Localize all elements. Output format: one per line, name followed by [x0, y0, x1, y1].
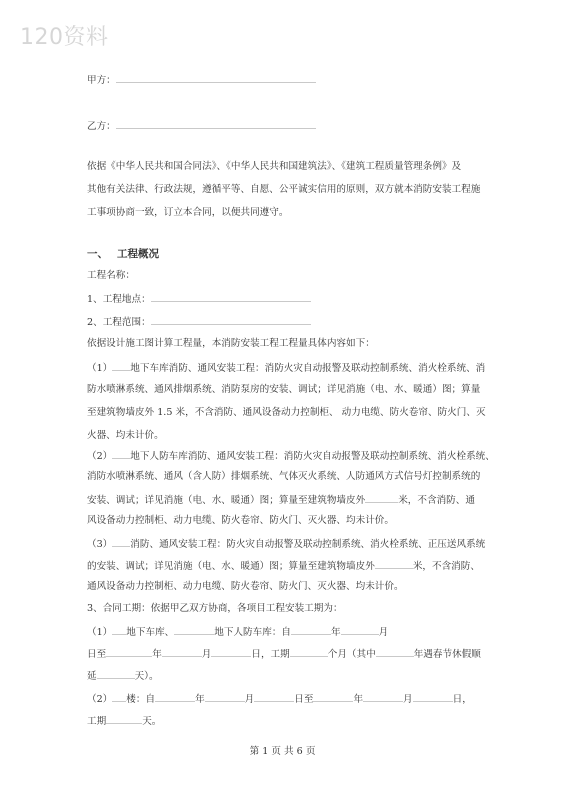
item1-line-3: 至建筑物墙皮外 1.5 米，不含消防、通风设备动力控制柜、 动力电缆、防火卷帘、防火门、灭: [87, 407, 486, 418]
sched1-blank-9: [376, 646, 414, 657]
location-label: 1、工程地点：: [87, 294, 151, 305]
item1-prefix: （1）: [87, 363, 113, 374]
item3-text-1: 消防、通风安装工程：防火灾自动报警及联动控制系统、消火栓系统、正压送风系统: [130, 539, 486, 550]
item2-text-1: 地下人防车库消防、通风安装工程：消防火灾自动报警及联动控制系统、消火栓系统、: [130, 451, 495, 462]
item3-blank: [112, 536, 130, 547]
party-b-blank: [116, 118, 316, 129]
sched2-blank-8: [106, 713, 142, 724]
section-title: 工程概况: [117, 248, 159, 260]
intro-line-3: 工事项协商一致，订立本合同，以便共同遵守。: [87, 207, 289, 218]
sched1-text-l: 天）。: [134, 671, 159, 682]
schedule-intro: 3、合同工期：依据甲乙双方协商，各项目工程安装工期为：: [87, 603, 343, 614]
sched2-blank-7: [413, 691, 453, 702]
item3-line-3: 通风设备动力控制柜、动力电缆、防火卷帘、防火门、灭火器、均未计价。: [87, 581, 404, 592]
sched1-blank-6: [162, 646, 202, 657]
item2-prefix: （2）: [87, 451, 113, 462]
sched1-blank-8: [290, 646, 328, 657]
sched2-text-f: 月: [403, 694, 413, 705]
item2-line-2: 消防水喷淋系统、通风（含人防）排烟系统、气体灭火系统、人防通风方式信号灯控制系统的: [87, 471, 481, 482]
sched2-line-1: [87, 691, 472, 706]
scope-blank: [151, 314, 311, 325]
item3-line-2: [87, 558, 480, 573]
item1-blank: [112, 360, 130, 371]
sched1-text-d: 月: [378, 627, 389, 638]
sched2-blank-5: [313, 691, 353, 702]
item3-distance-blank: [375, 558, 413, 569]
sched1-line-3: [87, 668, 159, 683]
item2-line-1: [87, 448, 495, 463]
sched2-text-a: 楼：自: [126, 694, 156, 705]
item1-text-1: 地下车库消防、通风安装工程：消防火灾自动报警及联动控制系统、消火栓系统、消: [130, 363, 486, 374]
party-a-label: 甲方：: [87, 75, 116, 86]
sched2-blank-1: [112, 691, 126, 702]
sched1-text-j: 年遇春节休假顺: [413, 649, 481, 660]
party-b-line: [87, 118, 316, 133]
sched2-blank-2: [155, 691, 195, 702]
intro-line-2: 其他有关法律、行政法规，遵循平等、自愿、公平诚实信用的原则，双方就本消防安装工程施: [87, 184, 481, 195]
intro-line-1: 依据《中华人民共和国合同法》、《中华人民共和国建筑法》、《建筑工程质量管理条例》及: [87, 161, 462, 172]
sched1-line-2: [87, 646, 481, 661]
party-b-label: 乙方：: [87, 121, 116, 132]
sched2-blank-6: [363, 691, 403, 702]
scope-line: [87, 314, 311, 329]
location-line: [87, 291, 311, 306]
watermark: 120资料: [20, 25, 109, 50]
item3-text-2a: 的安装、调试；详见消施（电、水、暖通）图；算量至建筑物墙皮外: [87, 561, 375, 572]
item2-distance-blank: [365, 492, 398, 503]
sched2-text-b: 年: [195, 694, 205, 705]
sched1-blank-10: [97, 668, 135, 679]
sched1-text-b: 地下人防车库：自: [214, 627, 292, 638]
item1-line-2: 防水喷淋系统、通风排烟系统、消防泵房的安装、调试；详见消施（电、水、暖通）图；算量: [87, 384, 481, 395]
sched2-text-c: 月: [244, 694, 255, 705]
page-footer: 第 1 页 共 6 页: [249, 746, 316, 757]
sched1-text-i: 个月（其中: [327, 649, 376, 660]
sched1-blank-7: [211, 646, 251, 657]
sched1-text-h: 日，工期: [251, 649, 290, 660]
project-name-label: 工程名称：: [87, 270, 135, 281]
sched2-text-h: 工期: [87, 716, 107, 727]
sched2-blank-4: [254, 691, 294, 702]
sched1-blank-3: [291, 624, 331, 635]
sched1-text-g: 月: [201, 649, 212, 660]
sched1-text-k: 延: [87, 671, 97, 682]
sched1-text-c: 年: [331, 627, 341, 638]
sched1-blank-2: [174, 624, 214, 635]
sched2-text-d: 日至: [294, 694, 314, 705]
item2-text-3b: 米，不含消防、通: [398, 495, 475, 506]
item2-blank: [112, 448, 130, 459]
section-heading: [87, 246, 159, 261]
sched1-text-f: 年: [152, 649, 162, 660]
sched2-prefix: （2）: [87, 694, 113, 705]
sched1-blank-5: [106, 646, 152, 657]
item3-line-1: [87, 536, 485, 551]
item3-text-2b: 米，不含消防、: [412, 561, 480, 572]
scope-intro: 依据设计施工图计算工程量，本消防安装工程工程量具体内容如下：: [87, 338, 375, 349]
item1-line-1: [87, 360, 485, 375]
sched1-blank-4: [341, 624, 379, 635]
item2-line-3: [87, 492, 475, 507]
location-blank: [151, 291, 311, 302]
scope-label: 2、工程范围：: [87, 317, 151, 328]
sched1-prefix: （1）: [87, 627, 113, 638]
sched2-text-i: 天。: [142, 716, 162, 727]
party-a-blank: [116, 72, 316, 83]
party-a-line: [87, 72, 316, 87]
item1-line-4: 火器、均未计价。: [87, 430, 164, 441]
sched2-text-e: 年: [353, 694, 364, 705]
item2-text-3a: 安装、调试；详见消施（电、水、暖通）图；算量至建筑物墙皮外: [87, 495, 366, 506]
sched1-line-1: [87, 624, 388, 639]
sched2-text-g: 日，: [452, 694, 472, 705]
section-number: 一、: [87, 248, 108, 260]
sched1-blank-1: [112, 624, 126, 635]
item2-line-4: 风设备动力控制柜、动力电缆、防火卷帘、防火门、灭火器、均未计价。: [87, 515, 394, 526]
sched1-text-e: 日至: [87, 649, 107, 660]
sched2-blank-3: [205, 691, 245, 702]
item3-prefix: （3）: [87, 539, 113, 550]
sched1-text-a: 地下车库、: [126, 627, 175, 638]
sched2-line-2: [87, 713, 161, 728]
